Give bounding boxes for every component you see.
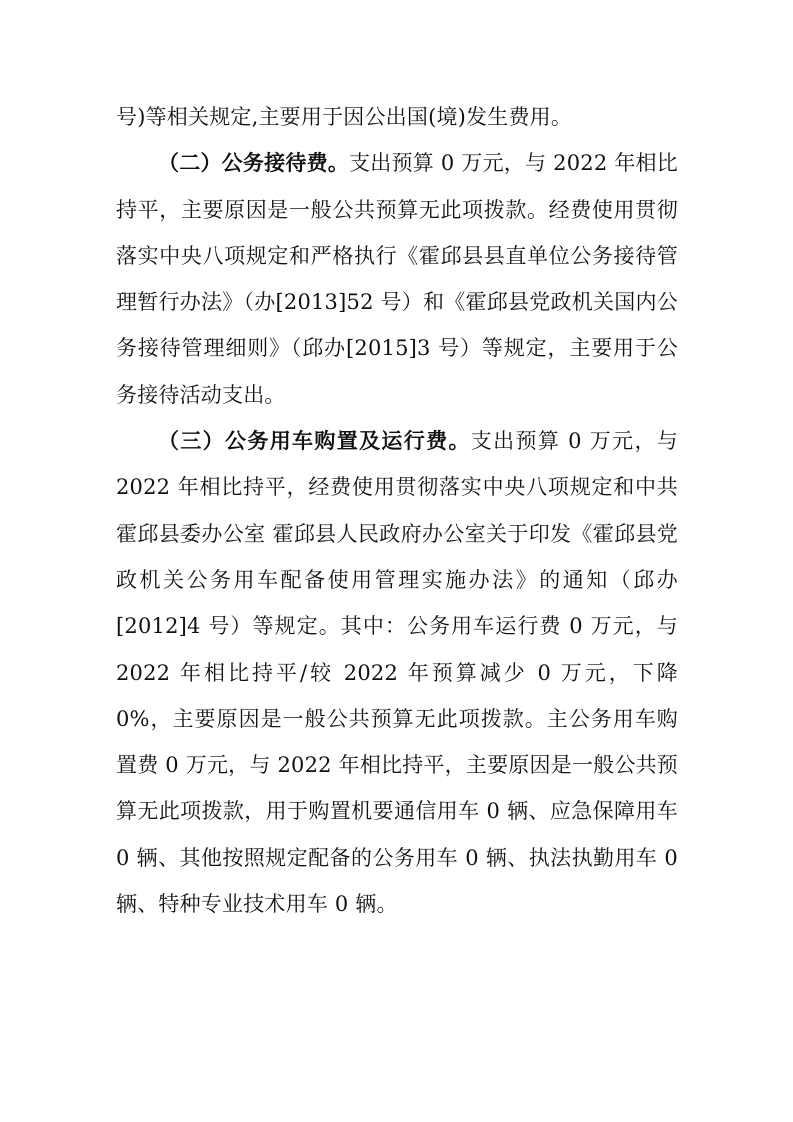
paragraph-reception-expense [116, 140, 678, 418]
paragraph-body: 支出预算 0 万元，与 2022 年相比持平，主要原因是一般公共预算无此项拨款。经费使用贯彻落实中央八项规定和严格执行《霍邱县县直单位公务接待管理暂行办法》（办[2013]52 号）和《霍邱县党政机关国内公务接待管理细则》（邱办[2015]3 号）等规定，主要用于公务接待活动支出。 [116, 151, 678, 407]
section-heading-vehicle: （三）公务用车购置及运行费。 [158, 428, 471, 454]
paragraph-vehicle-expense [116, 418, 678, 927]
paragraph-body: 号)等相关规定,主要用于因公出国(境)发生费用。 [116, 105, 573, 129]
document-body [116, 94, 678, 927]
section-heading-reception: （二）公务接待费。 [158, 150, 350, 176]
paragraph-body: 支出预算 0 万元，与 2022 年相比持平，经费使用贯彻落实中央八项规定和中共霍邱县委办公室 霍邱县人民政府办公室关于印发《霍邱县党政机关公务用车配备使用管理实施办法》的通知（邱办[2012]4 号）等规定。其中：公务用车运行费 0 万元，与 2022 年相比持平/较 2022 年预算减少 0 万元，下降 0%，主要原因是一般公共预算无此项拨款。主公务用车购置费 0 万元，与 2022 年相比持平，主要原因是一般公共预算无此项拨款，用于购置机要通信用车 0 辆、应急保障用车 0 辆、其他按照规定配备的公务用车 0 辆、执法执勤用车 0 辆、特种专业技术用车 0 辆。 [116, 429, 678, 917]
paragraph-continuation [116, 94, 678, 140]
